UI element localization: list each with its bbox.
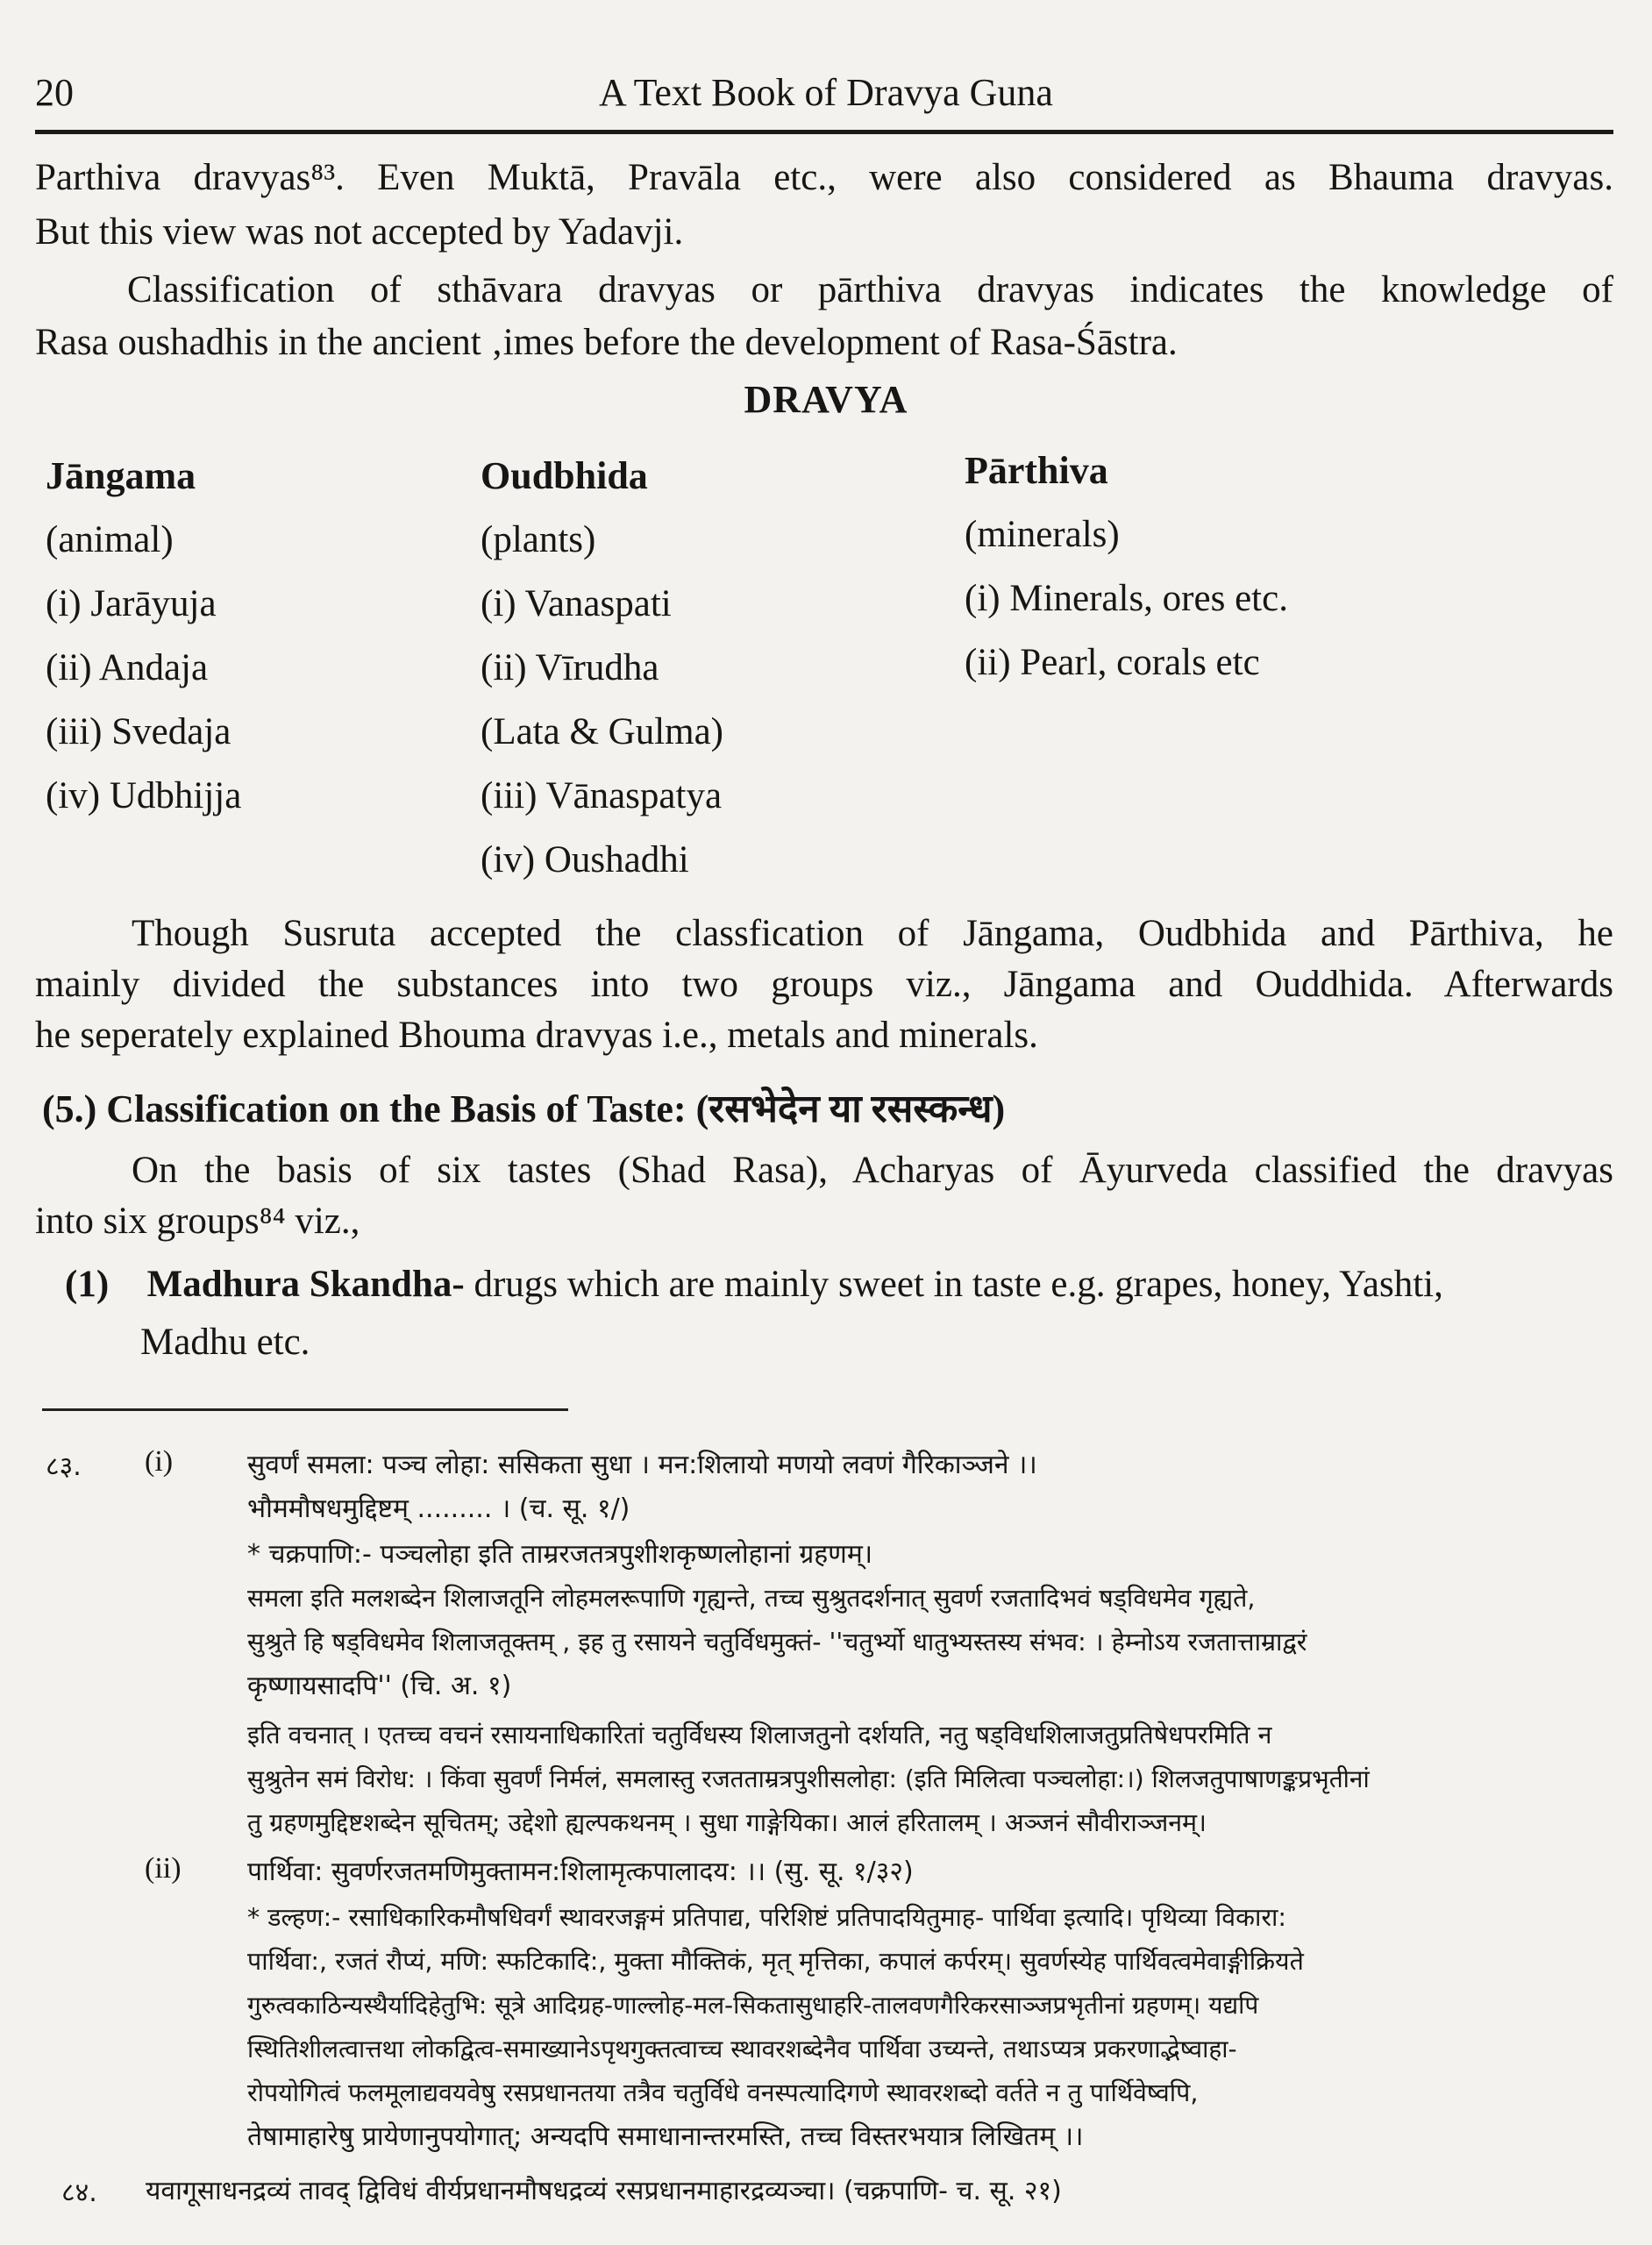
column-parthiva — [965, 438, 1288, 695]
list-item-madhura — [65, 1258, 1443, 1312]
paragraph-line: Rasa oushadhis in the ancient ‚imes before the development of Rasa-Śāstra. — [35, 322, 1178, 363]
dravya-title: DRAVYA — [744, 378, 908, 421]
column-item: (ii) Pearl, corals etc — [965, 642, 1260, 683]
column-item: (ii) Vīrudha — [481, 647, 659, 688]
footnote-number: ८४. — [61, 2177, 97, 2208]
column-item: (plants) — [481, 519, 596, 560]
footnote-sublabel: (i) — [145, 1445, 174, 1478]
page-number: 20 — [35, 71, 74, 114]
paragraph-line: On the basis of six tastes (Shad Rasa), Acharyas of Āyurveda classified the dravyas — [132, 1150, 1613, 1191]
footnote-line: * डल्हण:- रसाधिकारिकमौषधिवर्गं स्थावरजङ्गमं प्रतिपाद्य, परिशिष्टं प्रतिपादयितुमाह- पार्थिवा इत्यादि। पृथिव्या विकारा: — [247, 1903, 1287, 1932]
paragraph-line: But this view was not accepted by Yadavji. — [35, 211, 684, 253]
paragraph-line: into six groups⁸⁴ viz., — [35, 1201, 360, 1242]
column-item: (iii) Svedaja — [46, 711, 231, 752]
footnote-line: तु ग्रहणमुद्दिष्टशब्देन सूचितम्; उद्देशो ह्यल्पकथनम् । सुधा गाङ्गेयिका। आलं हरितालम् । अञ्जनं सौवीराञ्जनम्। — [247, 1808, 1207, 1837]
paragraph-line: Parthiva dravyas⁸³. Even Muktā, Pravāla etc., were also considered as Bhauma dravyas. — [35, 157, 1613, 198]
list-number: (1) — [65, 1264, 110, 1305]
footnote-sublabel: (ii) — [145, 1852, 182, 1885]
footnote-line: गुरुत्वकाठिन्यस्थैर्यादिहेतुभि: सूत्रे आदिग्रह-णाल्लोह-मल-सिकतासुधाहरि-तालवणगैरिकरसाञ्जप्रभृतीनां ग्रहणम्। यद्यपि — [247, 1991, 1259, 2020]
footnote-line: रोपयोगित्वं फलमूलाद्यवयवेषु रसप्रधानतया तत्रैव चतुर्विधे वनस्पत्यादिगणे स्थावरशब्दो वर्तते न तु पार्थिवेष्वपि, — [247, 2078, 1199, 2107]
section-heading: (5.) Classification on the Basis of Taste: (रसभेदेन या रसस्कन्ध) — [42, 1087, 1006, 1130]
column-item: (animal) — [46, 519, 174, 560]
footnote-line: स्थितिशीलत्वात्तथा लोकद्वित्व-समाख्यानेऽपृथगुक्तत्वाच्च स्थावरशब्देनैव पार्थिवा उच्यन्ते, तथाऽप्यत्र प्रकरणाद्भेष्वाहा- — [247, 2035, 1237, 2063]
list-term: Madhura Skandha- — [146, 1264, 465, 1305]
footnote-line: यवागूसाधनद्रव्यं तावद् द्विविधं वीर्यप्रधानमौषधद्रव्यं रसप्रधानमाहारद्रव्यञ्चा। (चक्रपाणि- च. सू. २१) — [146, 2176, 1062, 2206]
column-item: (i) Minerals, ores etc. — [965, 578, 1288, 619]
footnote-line: पार्थिवा: सुवर्णरजतमणिमुक्तामन:शिलामृत्कपालादय: ।। (सु. सू. १/३२) — [247, 1857, 914, 1887]
footnote-number: ८३. — [46, 1451, 82, 1482]
list-continuation: Madhu etc. — [140, 1322, 310, 1363]
column-item: (i) Jarāyuja — [46, 583, 217, 624]
footnote-line: सुवर्णं समला: पञ्च लोहा: ससिकता सुधा । मन:शिलायो मणयो लवणं गैरिकाञ्जने ।। — [247, 1450, 1037, 1480]
footnote-line: * चक्रपाणि:- पञ्चलोहा इति ताम्ररजतत्रपुशीशकृष्णलोहानां ग्रहणम्। — [247, 1539, 873, 1570]
footnote-line: सुश्रुते हि षड्विधमेव शिलाजतूक्तम् , इह तु रसायने चतुर्विधमुक्तं- ''चतुर्भ्यो धातुभ्यस्तस्य संभव: । हेम्नोऽय रजतात्ताम्राद्वरं — [247, 1628, 1307, 1657]
list-text: drugs which are mainly sweet in taste e.g. grapes, honey, Yashti, — [464, 1264, 1443, 1305]
column-heading: Oudbhida — [481, 454, 648, 497]
footnote-line: समला इति मलशब्देन शिलाजतूनि लोहमलरूपाणि गृह्यन्ते, तच्च सुश्रुतदर्शनात् सुवर्ण रजतादिभवं षड्विधमेव गृह्यते, — [247, 1584, 1256, 1613]
header-rule — [35, 130, 1613, 134]
footnote-line: भौममौषधमुद्दिष्टम् ......... । (च. सू. १/) — [247, 1493, 630, 1524]
column-item: (Lata & Gulma) — [481, 711, 724, 752]
footnote-line: सुश्रुतेन समं विरोध: । किंवा सुवर्णं निर्मलं, समलास्तु रजतताम्रत्रपुशीसलोहा: (इति मिलित्वा पञ्चलोहा:।) शिलजतुपाषाणङ्कप्रभृतीनां — [247, 1764, 1370, 1793]
column-oudbhida — [481, 444, 723, 892]
footnote-line: इति वचनात् । एतच्च वचनं रसायनाधिकारितां चतुर्विधस्य शिलाजतुनो दर्शयति, नतु षड्विधशिलाजतुप्रतिषेधपरमिति न — [247, 1721, 1272, 1750]
column-item: (i) Vanaspati — [481, 583, 672, 624]
column-heading: Pārthiva — [965, 449, 1108, 492]
column-item: (ii) Andaja — [46, 647, 209, 688]
column-item: (iv) Udbhijja — [46, 775, 242, 816]
column-item: (minerals) — [965, 514, 1120, 555]
paragraph-line: Classification of sthāvara dravyas or pārthiva dravyas indicates the knowledge of — [127, 269, 1613, 310]
footnote-line: तेषामाहारेषु प्रायेणानुपयोगात्; अन्यदपि समाधानान्तरमस्ति, तच्च विस्तरभयात्र लिखितम् ।। — [247, 2121, 1084, 2152]
column-item: (iv) Oushadhi — [481, 839, 689, 880]
footnote-line: पार्थिवा:, रजतं रौप्यं, मणि: स्फटिकादि:, मुक्ता मौक्तिकं, मृत् मृत्तिका, कपालं कर्परम्। सुवर्णस्येह पार्थिवत्वमेवाङ्गीक्रियते — [247, 1947, 1304, 1976]
footnote-rule — [42, 1408, 568, 1411]
paragraph-line: he seperately explained Bhouma dravyas i.e., metals and minerals. — [35, 1015, 1038, 1056]
footnote-line: कृष्णायसादपि'' (चि. अ. १) — [247, 1671, 512, 1701]
column-item: (iii) Vānaspatya — [481, 775, 723, 816]
paragraph-line: mainly divided the substances into two groups viz., Jāngama and Ouddhida. Afterwards — [35, 964, 1613, 1005]
column-jangama — [46, 444, 241, 828]
running-title: A Text Book of Dravya Guna — [599, 71, 1053, 114]
column-heading: Jāngama — [46, 454, 196, 497]
paragraph-line: Though Susruta accepted the classfication of Jāngama, Oudbhida and Pārthiva, he — [132, 913, 1613, 954]
